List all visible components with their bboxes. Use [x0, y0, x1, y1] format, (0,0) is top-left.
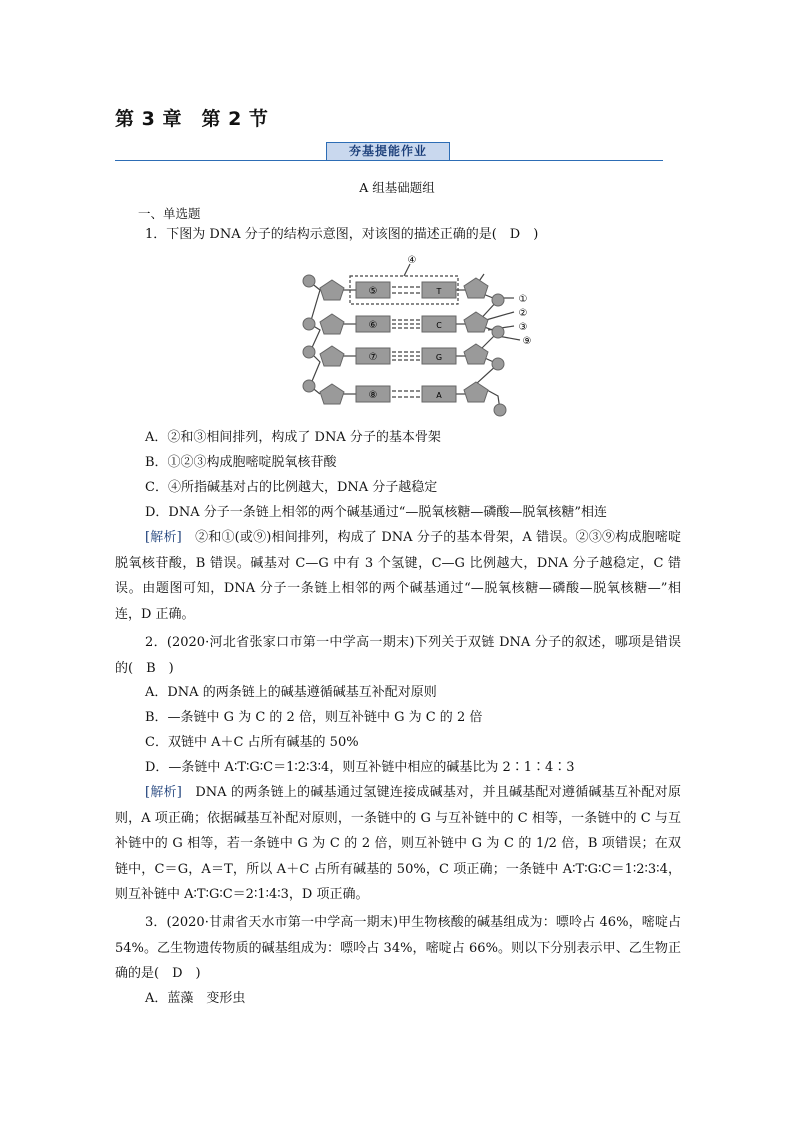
callout-1: ①: [518, 294, 528, 305]
dna-structure-diagram: [298, 252, 548, 420]
q1-option-a: A．②和③相间排列，构成了 DNA 分子的基本骨架: [145, 430, 441, 445]
base-label-4: ⑧: [368, 390, 378, 401]
q3-stem: 3．(2020·甘肃省天水市第一中学高一期末)甲生物核酸的碱基组成为：嘌呤占 46%，嘧啶占 54%。乙生物遗传物质的碱基组成为：嘌呤占 34%，嘧啶占 66%。则以下分别表示甲、乙生物正确的是( D ): [115, 915, 681, 981]
base-label-2: ⑥: [368, 320, 378, 331]
q1-stem: 1．下图为 DNA 分子的结构示意图，对该图的描述正确的是( D ): [145, 227, 539, 242]
section-badge-label: 夯基提能作业: [348, 144, 427, 158]
q1-analysis: [115, 525, 681, 627]
callout-9: ⑨: [522, 336, 532, 347]
q1-option-d: D．DNA 分子一条链上相邻的两个碱基通过“—脱氧核糖—磷酸—脱氧核糖”相连: [145, 505, 608, 520]
q2-option-c: C．双链中 A＋C 占所有碱基的 50%: [145, 735, 359, 750]
callout-2: ②: [518, 308, 528, 319]
q1-analysis-text: ②和①(或⑨)相间排列，构成了 DNA 分子的基本骨架，A 错误。②③⑨构成胞嘧啶脱氧核苷酸，B 错误。碱基对 C—G 中有 3 个氢键，C—G 比例越大，DNA 分子越稳定，C 错误。由题图可知，DNA 分子一条链上相邻的两个碱基通过“—脱氧核糖—磷酸—脱氧核糖—”相连，D 正确。: [115, 530, 681, 622]
q2-analysis-tag: [解析]: [145, 785, 182, 800]
group-title: A 组基础题组: [359, 180, 435, 195]
q2-analysis-text: DNA 的两条链上的碱基通过氢键连接成碱基对，并且碱基配对遵循碱基互补配对原则，A 项正确；依据碱基互补配对原则，一条链中的 G 与互补链中的 C 相等，一条链中的 C 与互补链中的 G 相等，若一条链中 G 为 C 的 2 倍，则互补链中 G 为 C 的 1/2 倍，B 项错误；在双链中，C＝G，A＝T，所以 A＋C 占所有碱基的 50%，C 项正确；一条链中 A∶T∶G∶C＝1∶2∶3∶4，则互补链中 A∶T∶G∶C＝2∶1∶4∶3，D 项正确。: [115, 785, 681, 902]
q2-analysis: [115, 780, 681, 908]
callout-3: ③: [518, 322, 528, 333]
q3-option-a: A．蓝藻 变形虫: [145, 991, 246, 1006]
partner-base-1: T: [436, 287, 442, 296]
q1-option-b: B．①②③构成胞嘧啶脱氧核苷酸: [145, 455, 337, 470]
q2-option-a: A．DNA 的两条链上的碱基遵循碱基互补配对原则: [145, 685, 437, 700]
q1-option-c: C．④所指碱基对占的比例越大，DNA 分子越稳定: [145, 480, 438, 495]
q1-analysis-tag: [解析]: [145, 530, 182, 545]
base-label-1: ⑤: [368, 286, 378, 297]
page-title: 第 3 章 第 2 节: [115, 108, 269, 130]
callout-4: ④: [407, 255, 417, 266]
section-title: 一、单选题: [138, 206, 201, 221]
partner-base-4: A: [436, 391, 442, 400]
q2-stem: 2．(2020·河北省张家口市第一中学高一期末)下列关于双链 DNA 分子的叙述，哪项是错误的( B ): [115, 635, 681, 676]
section-badge: [326, 142, 450, 161]
partner-base-3: G: [435, 353, 443, 362]
q2-option-d: D．—条链中 A∶T∶G∶C＝1∶2∶3∶4，则互补链中相应的碱基比为 2∶1∶4∶3: [145, 760, 575, 775]
base-label-3: ⑦: [368, 352, 378, 363]
partner-base-2: C: [436, 321, 442, 330]
q2-option-b: B．—条链中 G 为 C 的 2 倍，则互补链中 G 为 C 的 2 倍: [145, 710, 483, 725]
